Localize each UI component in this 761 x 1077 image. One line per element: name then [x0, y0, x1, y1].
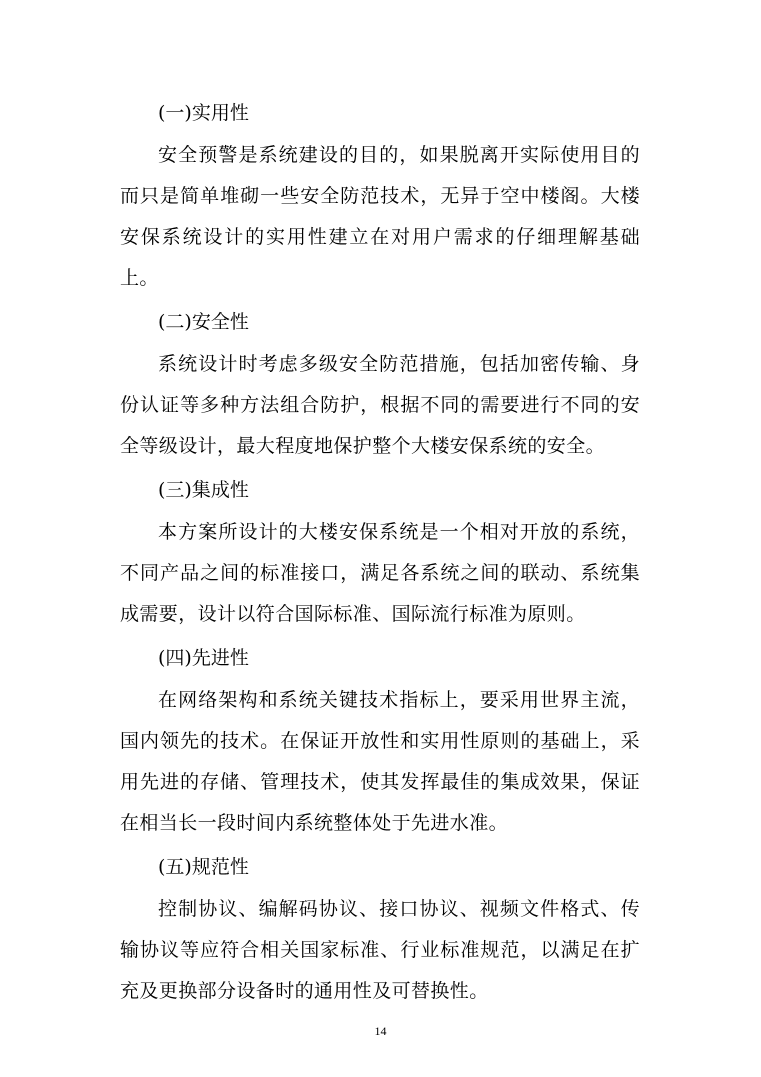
section-standardization: [120, 848, 640, 1012]
section-paragraph: 控制协议、编解码协议、接口协议、视频文件格式、传输协议等应符合相关国家标准、行业标准规范，以满足在扩充及更换部分设备时的通用性及可替换性。: [120, 898, 640, 1002]
section-paragraph: 系统设计时考虑多级安全防范措施，包括加密传输、身份认证等多种方法组合防护，根据不同的需要进行不同的安全等级设计，最大程度地保护整个大楼安保系统的安全。: [120, 353, 640, 457]
section-paragraph: 本方案所设计的大楼安保系统是一个相对开放的系统，不同产品之间的标准接口，满足各系统之间的联动、系统集成需要，设计以符合国际标准、国际流行标准为原则。: [120, 521, 640, 625]
section-advancement: [120, 639, 640, 844]
section-heading: (二)安全性: [158, 311, 249, 333]
section-heading: (四)先进性: [158, 647, 249, 669]
section-integration: [120, 471, 640, 635]
page-number: 14: [374, 1024, 387, 1038]
section-heading: (三)集成性: [158, 479, 249, 501]
document-body: [120, 94, 640, 1012]
section-paragraph: 安全预警是系统建设的目的，如果脱离开实际使用目的而只是简单堆砌一些安全防范技术，无异于空中楼阁。大楼安保系统设计的实用性建立在对用户需求的仔细理解基础上。: [120, 144, 640, 289]
section-paragraph: 在网络架构和系统关键技术指标上，要采用世界主流，国内领先的技术。在保证开放性和实用性原则的基础上，采用先进的存储、管理技术，使其发挥最佳的集成效果，保证在相当长一段时间内系统整体处于先进水准。: [120, 689, 640, 834]
section-practicality: [120, 94, 640, 299]
section-security: [120, 303, 640, 467]
section-heading: (五)规范性: [158, 856, 249, 878]
section-heading: (一)实用性: [158, 102, 249, 124]
